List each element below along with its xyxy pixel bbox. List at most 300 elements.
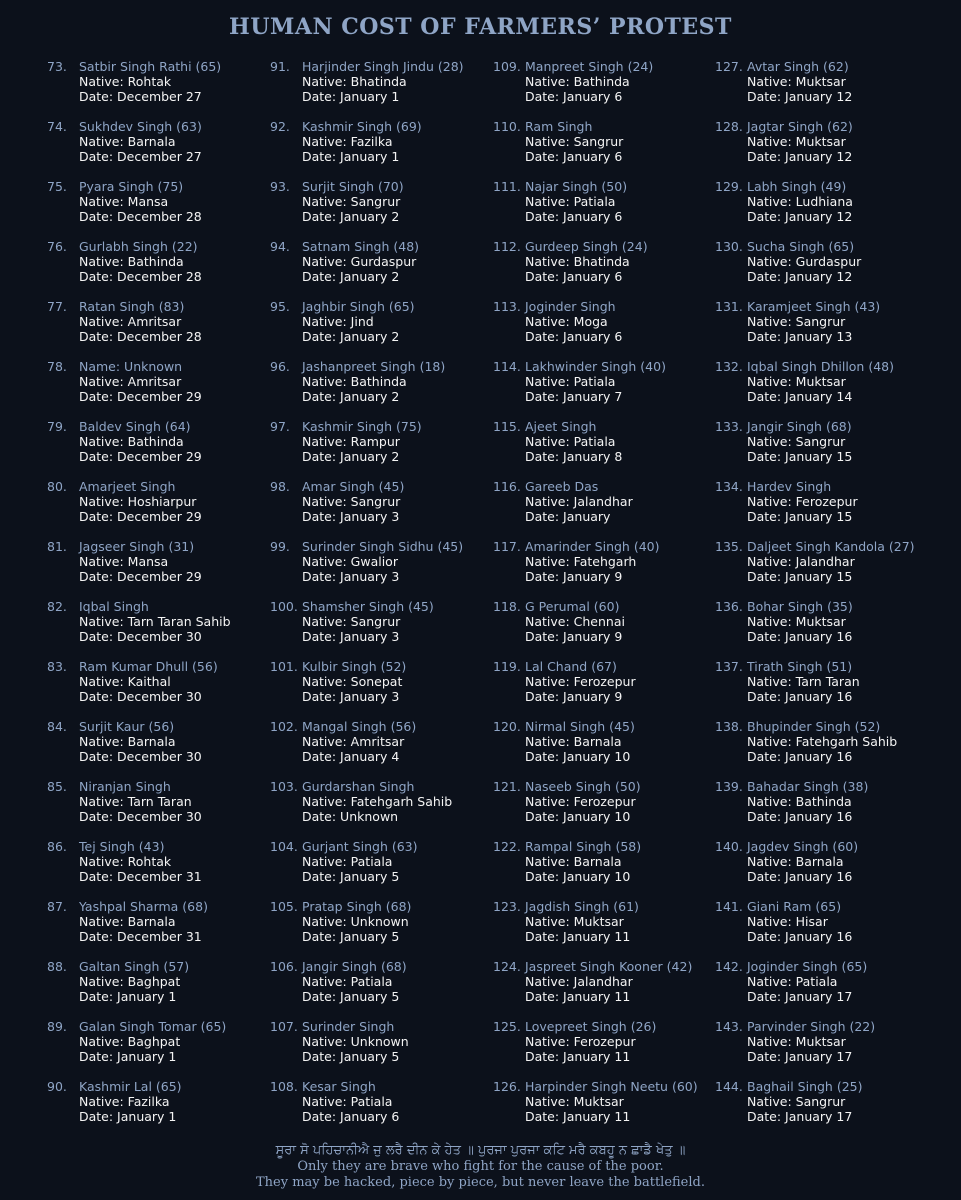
native-place: Native: Muktsar [747,1034,846,1049]
column-1 [47,59,287,1139]
entry-number: 124. [493,959,521,974]
person-name: Pratap Singh (68) [302,899,412,914]
list-item [715,839,955,899]
native-place: Native: Mansa [79,194,169,209]
person-name: Bahadar Singh (38) [747,779,869,794]
list-item [715,959,955,1019]
person-name: Nirmal Singh (45) [525,719,635,734]
native-place: Native: Tarn Taran [79,794,192,809]
list-item [493,179,733,239]
death-date: Date: January 1 [302,89,400,104]
death-date: Date: January 11 [525,1109,631,1124]
native-place: Native: Rohtak [79,74,172,89]
entry-number: 114. [493,359,521,374]
entry-details [525,239,648,284]
person-name: Ratan Singh (83) [79,299,185,314]
entry-number: 107. [270,1019,298,1034]
list-item [715,119,955,179]
list-item [270,719,510,779]
native-place: Native: Gurdaspur [302,254,417,269]
list-item [493,899,733,959]
death-date: Date: January 2 [302,389,400,404]
list-item [270,1019,510,1079]
entry-number: 81. [47,539,67,554]
entry-number: 136. [715,599,743,614]
person-name: Daljeet Singh Kandola (27) [747,539,915,554]
entry-number: 95. [270,299,290,314]
native-place: Native: Chennai [525,614,625,629]
list-item [715,59,955,119]
death-date: Date: January 3 [302,629,400,644]
person-name: Baldev Singh (64) [79,419,191,434]
list-item [715,359,955,419]
list-item [47,1079,287,1139]
native-place: Native: Kaithal [79,674,171,689]
list-item [270,539,510,599]
person-name: Najar Singh (50) [525,179,628,194]
entry-number: 98. [270,479,290,494]
entry-details [79,299,202,344]
entry-number: 77. [47,299,67,314]
entry-details [525,839,641,884]
person-name: Ajeet Singh [525,419,597,434]
entry-details [79,899,208,944]
person-name: Ram Kumar Dhull (56) [79,659,218,674]
entry-number: 88. [47,959,67,974]
person-name: Gurlabh Singh (22) [79,239,198,254]
entry-details [302,779,452,824]
entry-details [747,1079,863,1124]
entry-details [747,419,852,464]
list-item [47,59,287,119]
death-date: Date: December 28 [79,209,202,224]
person-name: Hardev Singh [747,479,832,494]
death-date: Date: January 17 [747,989,853,1004]
person-name: Baghail Singh (25) [747,1079,863,1094]
entry-details [747,779,868,824]
list-item [493,59,733,119]
person-name: Jagseer Singh (31) [79,539,195,554]
entry-details [79,119,202,164]
list-item [47,599,287,659]
entry-details [79,239,202,284]
entry-details [79,959,189,1004]
native-place: Native: Patiala [525,194,616,209]
native-place: Native: Jalandhar [525,494,633,509]
death-date: Date: January 11 [525,929,631,944]
entry-details [525,479,633,524]
entry-number: 79. [47,419,67,434]
death-date: Date: January 9 [525,629,623,644]
entry-details [302,479,404,524]
native-place: Native: Muktsar [525,914,624,929]
list-item [270,419,510,479]
native-place: Native: Barnala [79,134,176,149]
entry-details [747,59,852,104]
person-name: Surinder Singh Sidhu (45) [302,539,464,554]
list-item [493,1019,733,1079]
translation-line-1: Only they are brave who fight for the cause of the poor. [297,1159,664,1174]
death-date: Date: December 30 [79,629,202,644]
entry-number: 112. [493,239,521,254]
entry-details [525,359,666,404]
entry-details [79,719,202,764]
entry-number: 121. [493,779,521,794]
native-place: Native: Fazilka [79,1094,170,1109]
person-name: Jaghbir Singh (65) [302,299,415,314]
entry-details [747,479,858,524]
list-item [715,779,955,839]
person-name: Iqbal Singh Dhillon (48) [747,359,894,374]
person-name: Labh Singh (49) [747,179,847,194]
entry-number: 76. [47,239,67,254]
death-date: Date: December 30 [79,749,202,764]
person-name: Manpreet Singh (24) [525,59,654,74]
list-item [47,839,287,899]
native-place: Native: Rohtak [79,854,172,869]
person-name: Jagdish Singh (61) [525,899,639,914]
entry-number: 133. [715,419,743,434]
death-date: Date: January 5 [302,929,400,944]
entry-details [79,479,202,524]
person-name: Jangir Singh (68) [747,419,852,434]
list-item [715,1079,955,1139]
death-date: Date: January 5 [302,989,400,1004]
entry-number: 118. [493,599,521,614]
entry-number: 103. [270,779,298,794]
person-name: Sukhdev Singh (63) [79,119,202,134]
entry-number: 106. [270,959,298,974]
death-date: Date: January 11 [525,1049,631,1064]
death-date: Date: January 14 [747,389,853,404]
list-item [47,419,287,479]
death-date: Date: January 17 [747,1049,853,1064]
list-item [715,299,955,359]
death-date: Date: January 1 [79,989,177,1004]
person-name: Satbir Singh Rathi (65) [79,59,222,74]
death-date: Date: January 3 [302,509,400,524]
death-date: Date: Unknown [302,809,399,824]
entry-details [747,719,897,764]
entry-details [525,959,692,1004]
entry-details [302,239,419,284]
entry-number: 137. [715,659,743,674]
death-date: Date: January 6 [302,1109,400,1124]
death-date: Date: January 13 [747,329,853,344]
list-item [270,119,510,179]
person-name: Parvinder Singh (22) [747,1019,876,1034]
entry-details [525,419,622,464]
death-date: Date: January 10 [525,869,631,884]
person-name: Galan Singh Tomar (65) [79,1019,227,1034]
entry-details [525,119,623,164]
entry-details [302,839,418,884]
list-item [270,959,510,1019]
person-name: Iqbal Singh [79,599,149,614]
entry-number: 140. [715,839,743,854]
entry-details [525,539,659,584]
list-item [47,179,287,239]
death-date: Date: January 16 [747,869,853,884]
list-item [47,479,287,539]
native-place: Native: Rampur [302,434,400,449]
death-date: Date: December 28 [79,329,202,344]
person-name: G Perumal (60) [525,599,620,614]
entry-number: 91. [270,59,290,74]
entry-number: 132. [715,359,743,374]
entry-details [302,659,406,704]
native-place: Native: Patiala [302,854,393,869]
list-item [493,299,733,359]
death-date: Date: January 12 [747,89,853,104]
list-item [47,359,287,419]
native-place: Native: Sangrur [747,314,846,329]
death-date: Date: January [525,509,611,524]
entry-details [79,779,202,824]
death-date: Date: December 30 [79,689,202,704]
native-place: Native: Sangrur [525,134,624,149]
list-item [270,899,510,959]
person-name: Ram Singh [525,119,593,134]
native-place: Native: Sangrur [302,494,401,509]
entry-number: 87. [47,899,67,914]
entry-details [525,1079,698,1124]
native-place: Native: Amritsar [79,374,182,389]
person-name: Kashmir Singh (69) [302,119,422,134]
death-date: Date: January 6 [525,149,623,164]
death-date: Date: January 16 [747,929,853,944]
entry-number: 128. [715,119,743,134]
entry-number: 86. [47,839,67,854]
list-item [47,299,287,359]
list-item [47,659,287,719]
native-place: Native: Bathinda [525,74,630,89]
person-name: Rampal Singh (58) [525,839,642,854]
entry-number: 93. [270,179,290,194]
death-date: Date: December 29 [79,449,202,464]
death-date: Date: January 2 [302,449,400,464]
entry-number: 73. [47,59,67,74]
death-date: Date: January 9 [525,689,623,704]
entry-details [525,179,627,224]
death-date: Date: January 15 [747,569,853,584]
native-place: Native: Ferozepur [525,1034,636,1049]
person-name: Tirath Singh (51) [747,659,853,674]
person-name: Surjit Kaur (56) [79,719,175,734]
person-name: Bhupinder Singh (52) [747,719,881,734]
person-name: Naseeb Singh (50) [525,779,641,794]
death-date: Date: January 16 [747,629,853,644]
entry-number: 115. [493,419,521,434]
list-item [270,299,510,359]
person-name: Jagdev Singh (60) [747,839,859,854]
column-2 [270,59,510,1139]
entry-details [79,1079,182,1124]
list-item [493,779,733,839]
entry-details [747,659,860,704]
list-item [493,479,733,539]
list-item [47,959,287,1019]
entry-details [525,1019,656,1064]
entry-details [79,599,231,644]
death-date: Date: January 16 [747,749,853,764]
death-date: Date: December 28 [79,269,202,284]
person-name: Gurdarshan Singh [302,779,415,794]
entry-details [525,779,641,824]
entry-number: 131. [715,299,743,314]
entry-details [302,359,445,404]
person-name: Harjinder Singh Jindu (28) [302,59,464,74]
entry-details [302,599,434,644]
native-place: Native: Jalandhar [525,974,633,989]
entry-number: 102. [270,719,298,734]
person-name: Shamsher Singh (45) [302,599,434,614]
list-item [47,899,287,959]
entry-number: 105. [270,899,298,914]
person-name: Lakhwinder Singh (40) [525,359,666,374]
death-date: Date: January 7 [525,389,623,404]
person-name: Surinder Singh [302,1019,395,1034]
list-item [715,179,955,239]
entry-number: 97. [270,419,290,434]
list-item [715,539,955,599]
native-place: Native: Ferozepur [747,494,858,509]
entry-details [302,299,415,344]
death-date: Date: January 9 [525,569,623,584]
entry-number: 82. [47,599,67,614]
death-date: Date: December 29 [79,389,202,404]
list-item [47,119,287,179]
page-title: HUMAN COST OF FARMERS’ PROTEST [229,14,732,40]
native-place: Native: Muktsar [747,614,846,629]
entry-details [525,299,622,344]
entry-details [79,839,202,884]
person-name: Tej Singh (43) [79,839,165,854]
column-3 [493,59,733,1139]
entry-number: 78. [47,359,67,374]
death-date: Date: December 27 [79,149,202,164]
native-place: Native: Ferozepur [525,794,636,809]
list-item [715,599,955,659]
death-date: Date: January 2 [302,209,400,224]
list-item [270,239,510,299]
list-item [270,659,510,719]
list-item [47,239,287,299]
entry-number: 119. [493,659,521,674]
entry-number: 122. [493,839,521,854]
list-item [270,599,510,659]
entry-details [302,179,404,224]
entry-details [525,719,635,764]
entry-details [747,179,853,224]
death-date: Date: January 12 [747,269,853,284]
entry-details [747,959,867,1004]
person-name: Amarjeet Singh [79,479,176,494]
entry-number: 80. [47,479,67,494]
person-name: Lal Chand (67) [525,659,617,674]
death-date: Date: January 15 [747,449,853,464]
native-place: Native: Sangrur [747,434,846,449]
entry-number: 101. [270,659,298,674]
entry-details [302,419,422,464]
person-name: Kashmir Singh (75) [302,419,422,434]
death-date: Date: January 2 [302,269,400,284]
death-date: Date: January 3 [302,569,400,584]
entry-details [79,659,218,704]
person-name: Amarinder Singh (40) [525,539,660,554]
death-date: Date: January 1 [79,1049,177,1064]
list-item [270,779,510,839]
native-place: Native: Ludhiana [747,194,853,209]
person-name: Avtar Singh (62) [747,59,849,74]
entry-number: 125. [493,1019,521,1034]
entry-number: 143. [715,1019,743,1034]
death-date: Date: January 5 [302,1049,400,1064]
person-name: Joginder Singh (65) [747,959,868,974]
native-place: Native: Sangrur [302,614,401,629]
entry-number: 74. [47,119,67,134]
entry-number: 127. [715,59,743,74]
entry-details [79,179,202,224]
native-place: Native: Tarn Taran [747,674,860,689]
entry-details [525,599,625,644]
native-place: Native: Muktsar [747,374,846,389]
entry-number: 92. [270,119,290,134]
entry-number: 89. [47,1019,67,1034]
native-place: Native: Fatehgarh Sahib [302,794,453,809]
native-place: Native: Patiala [302,1094,393,1109]
native-place: Native: Bhatinda [302,74,407,89]
native-place: Native: Bathinda [302,374,407,389]
list-item [270,479,510,539]
entry-number: 130. [715,239,743,254]
native-place: Native: Muktsar [525,1094,624,1109]
entry-number: 100. [270,599,298,614]
native-place: Native: Sonepat [302,674,403,689]
native-place: Native: Fatehgarh Sahib [747,734,898,749]
native-place: Native: Patiala [302,974,393,989]
entry-details [302,59,464,104]
native-place: Native: Barnala [525,854,622,869]
person-name: Mangal Singh (56) [302,719,417,734]
native-place: Native: Bathinda [747,794,852,809]
native-place: Native: Bhatinda [525,254,630,269]
person-name: Bohar Singh (35) [747,599,853,614]
entry-number: 142. [715,959,743,974]
list-item [715,479,955,539]
death-date: Date: January 10 [525,809,631,824]
death-date: Date: December 27 [79,89,202,104]
person-name: Jashanpreet Singh (18) [302,359,446,374]
person-name: Amar Singh (45) [302,479,405,494]
native-place: Native: Patiala [525,434,616,449]
entry-number: 111. [493,179,521,194]
person-name: Niranjan Singh [79,779,171,794]
native-place: Native: Barnala [525,734,622,749]
entry-details [302,719,416,764]
person-name: Pyara Singh (75) [79,179,184,194]
list-item [47,779,287,839]
death-date: Date: January 1 [79,1109,177,1124]
list-item [715,1019,955,1079]
native-place: Native: Bathinda [79,254,184,269]
entry-number: 99. [270,539,290,554]
death-date: Date: January 16 [747,689,853,704]
person-name: Kulbir Singh (52) [302,659,407,674]
entry-details [302,899,411,944]
list-item [493,659,733,719]
list-item [493,959,733,1019]
